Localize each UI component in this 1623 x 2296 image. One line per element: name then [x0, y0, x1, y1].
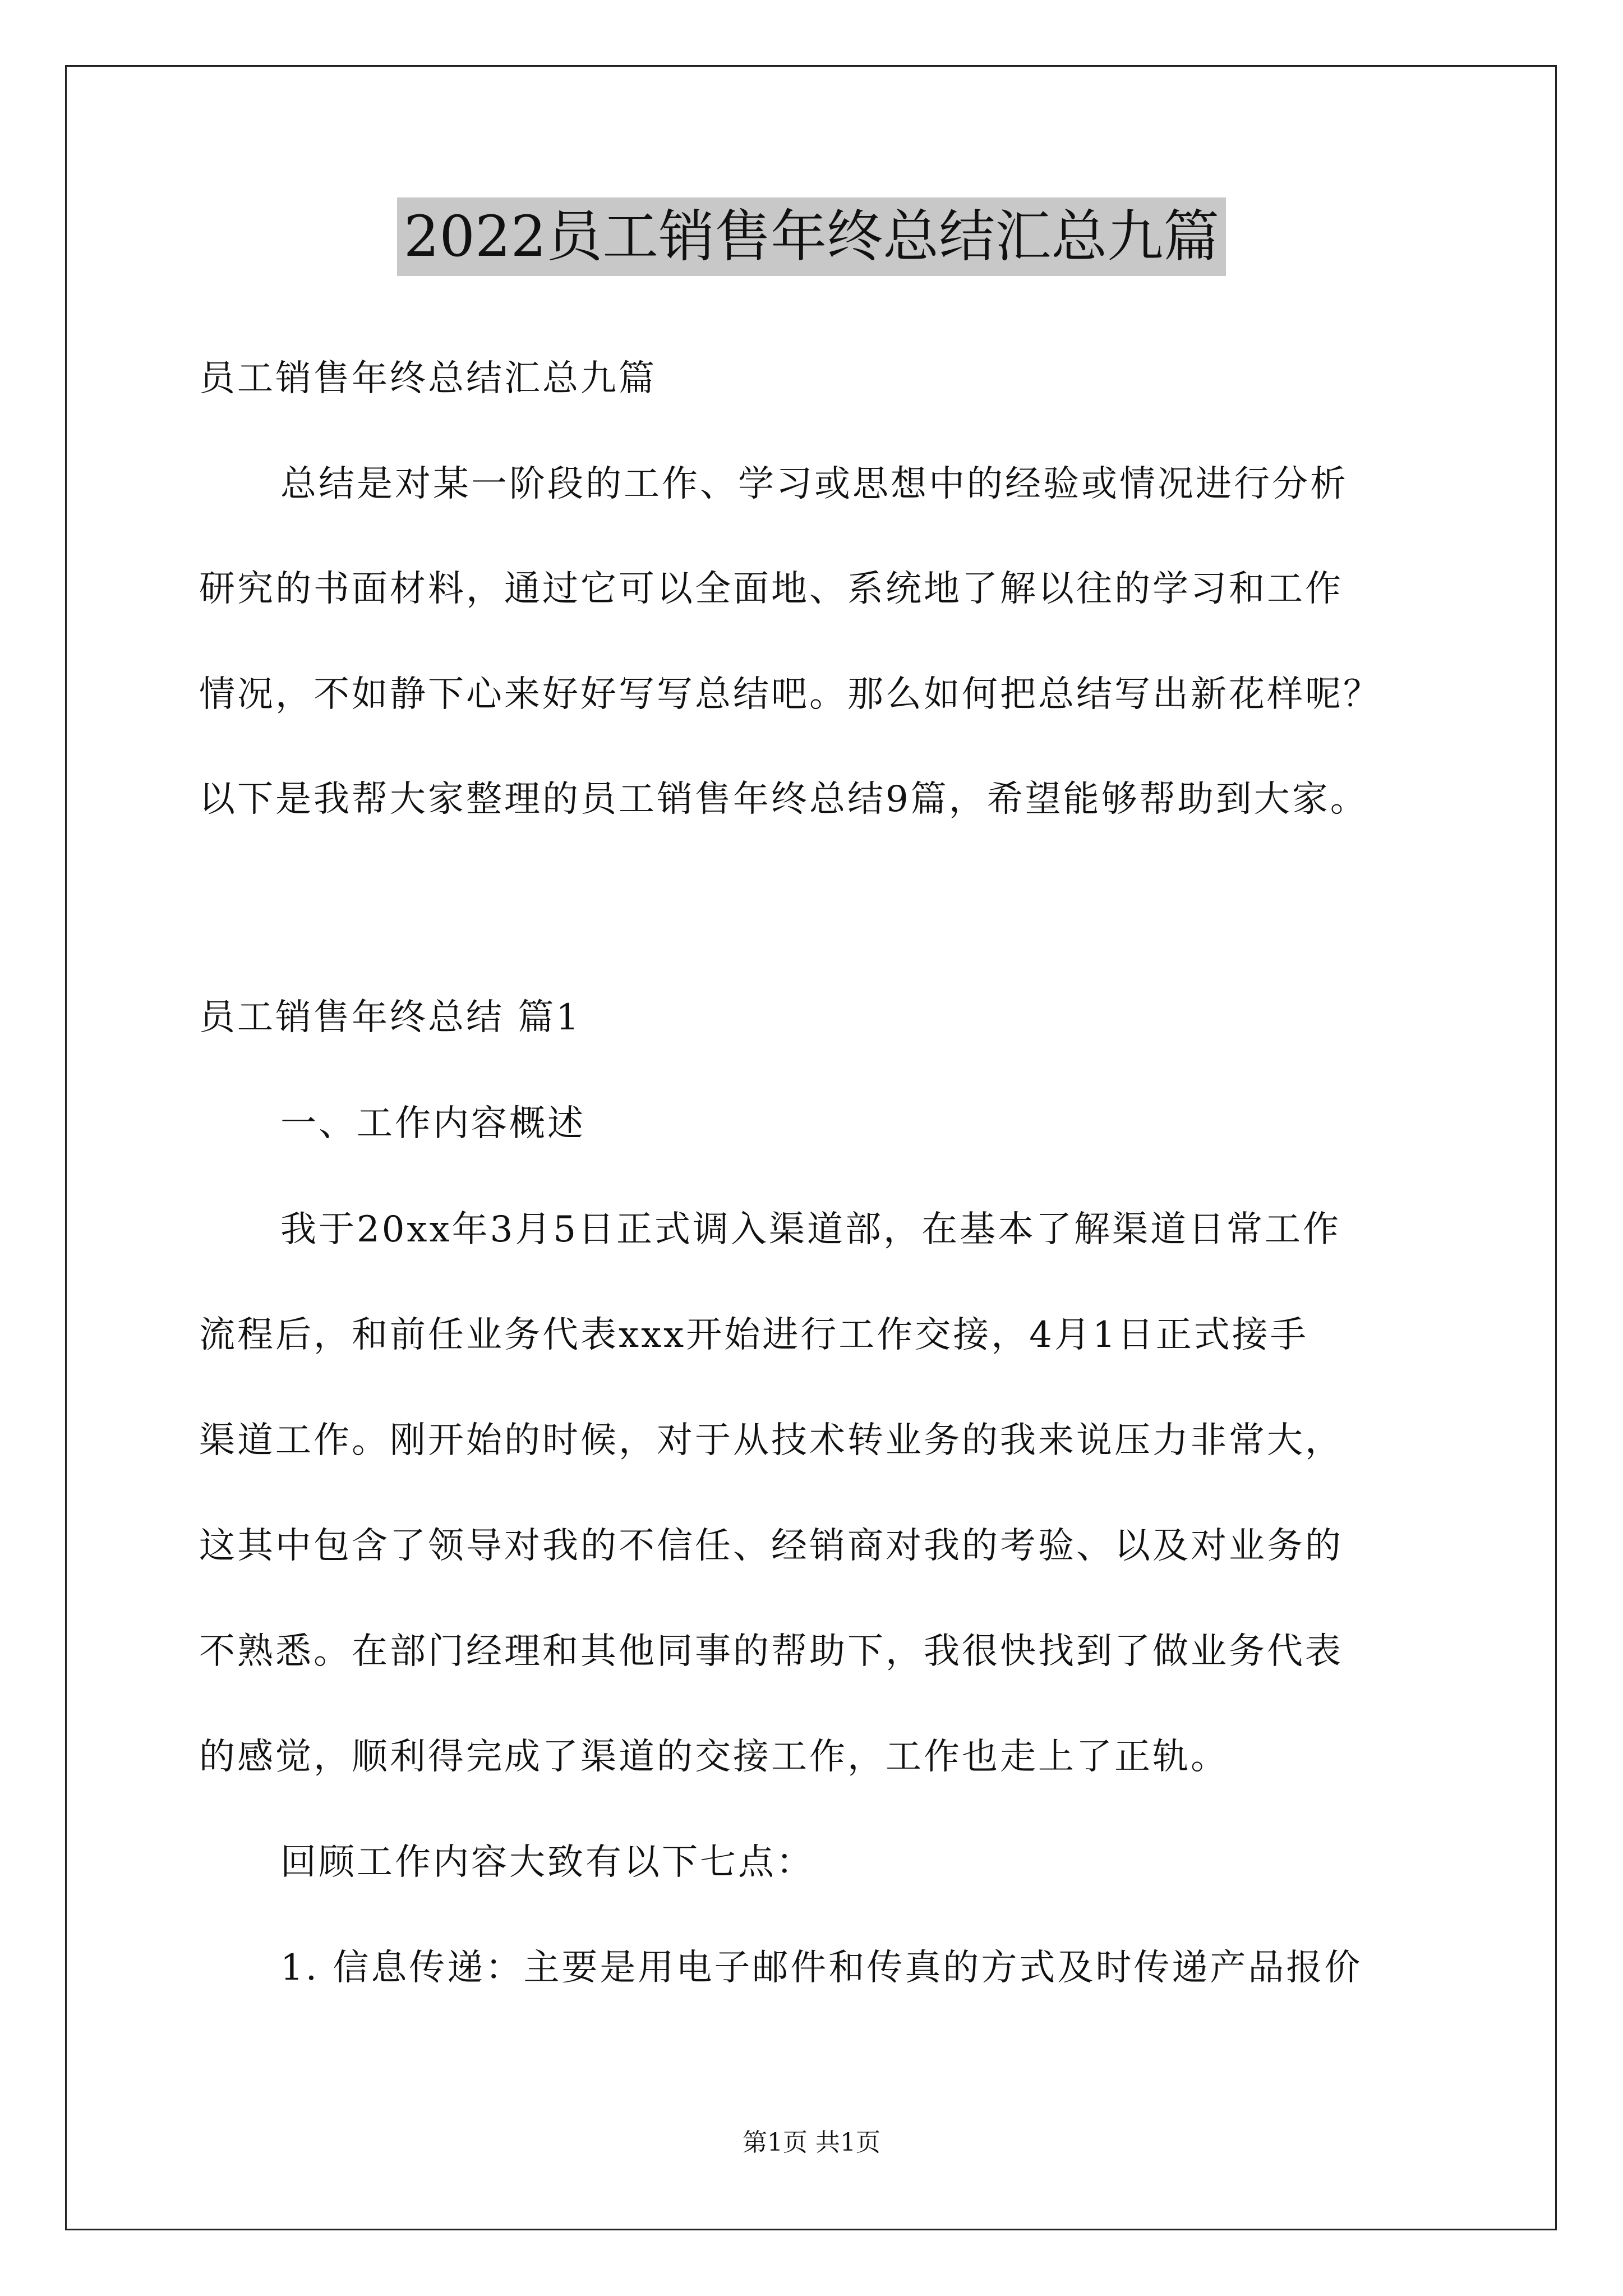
document-title: 2022员工销售年终总结汇总九篇	[397, 197, 1227, 276]
body-line-2: 流程后，和前任业务代表xxx开始进行工作交接，4月1日正式接手	[199, 1314, 1308, 1356]
body-line-3: 渠道工作。刚开始的时候，对于从技术转业务的我来说压力非常大，	[199, 1420, 1343, 1461]
body-line-6: 的感觉，顺利得完成了渠道的交接工作，工作也走上了正轨。	[199, 1736, 1229, 1778]
document-title-wrap	[0, 197, 1623, 276]
list-item-1: 1. 信息传递：主要是用电子邮件和传真的方式及时传递产品报价	[280, 1947, 1363, 1989]
subheading: 一、工作内容概述	[280, 1103, 585, 1144]
body-line-4: 这其中包含了领导对我的不信任、经销商对我的考验、以及对业务的	[199, 1525, 1343, 1567]
body-line-1: 我于20xx年3月5日正式调入渠道部，在基本了解渠道日常工作	[280, 1209, 1341, 1250]
intro-line-2: 研究的书面材料，通过它可以全面地、系统地了解以往的学习和工作	[199, 568, 1343, 610]
review-intro: 回顾工作内容大致有以下七点：	[280, 1842, 814, 1883]
intro-line-1: 总结是对某一阶段的工作、学习或思想中的经验或情况进行分析	[280, 463, 1348, 505]
intro-line-3: 情况，不如静下心来好好写写总结吧。那么如何把总结写出新花样呢？	[199, 674, 1381, 715]
body-line-5: 不熟悉。在部门经理和其他同事的帮助下，我很快找到了做业务代表	[199, 1631, 1343, 1672]
document-subtitle: 员工销售年终总结汇总九篇	[199, 358, 657, 399]
page-footer: 第1页 共1页	[743, 2128, 880, 2157]
section-heading: 员工销售年终总结 篇1	[199, 997, 582, 1038]
intro-line-4: 以下是我帮大家整理的员工销售年终总结9篇，希望能够帮助到大家。	[199, 779, 1368, 820]
